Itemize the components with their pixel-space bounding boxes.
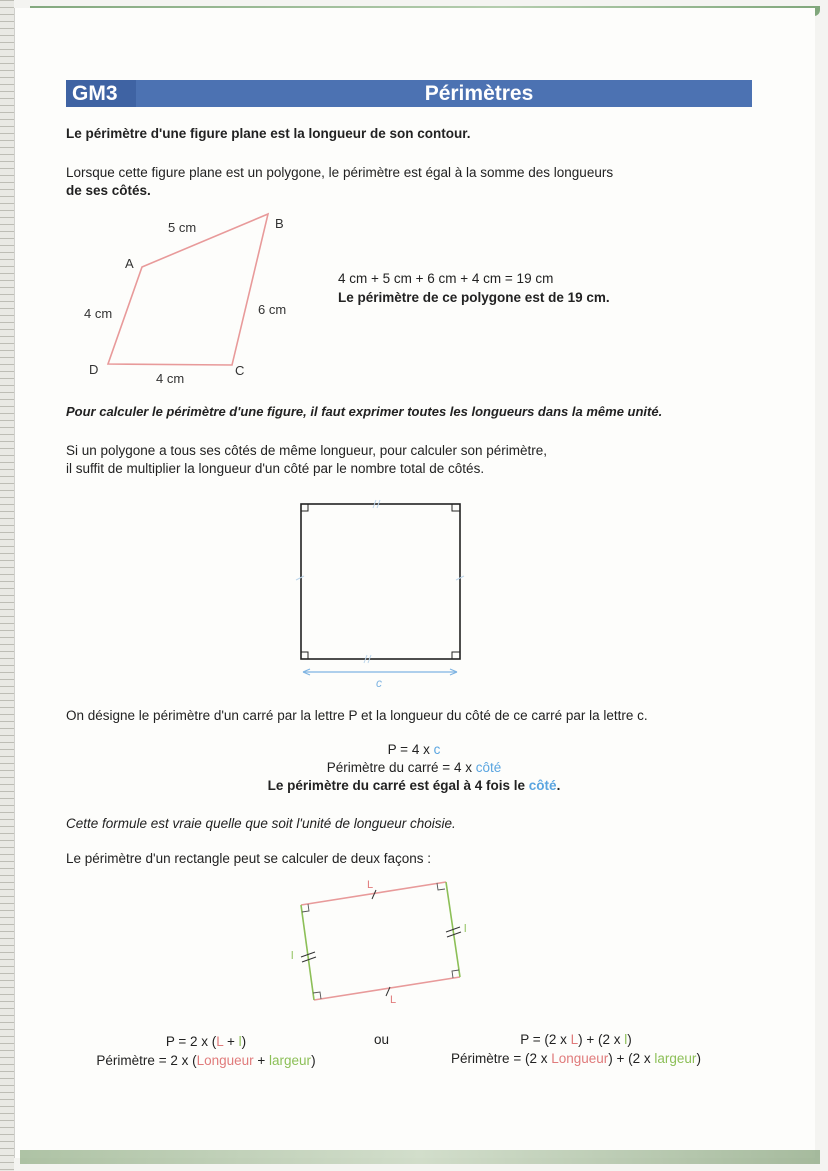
rfl2-a: Périmètre = 2 x ( — [96, 1053, 197, 1068]
rfr2-a: Périmètre = (2 x — [451, 1051, 552, 1066]
unit-note: Pour calculer le périmètre d'une figure, il faut exprimer toutes les longueurs dans la même unité. — [66, 404, 663, 419]
rfr1-L: L — [570, 1032, 579, 1047]
rect-side-top — [301, 882, 446, 905]
rfr1-close: ) — [627, 1032, 632, 1047]
vertex-c: C — [235, 363, 245, 378]
formula-1-var: c — [433, 742, 441, 757]
length-cd: 4 cm — [156, 371, 185, 386]
length-ab: 5 cm — [168, 220, 197, 235]
perimeter-sum: 4 cm + 5 cm + 6 cm + 4 cm = 19 cm — [338, 271, 554, 286]
rfr2-l: largeur — [654, 1051, 697, 1066]
polygon-text-line2: de ses côtés. — [66, 183, 151, 198]
rfl2-L: Longueur — [196, 1053, 254, 1068]
formula-3-end: . — [556, 778, 561, 793]
vertex-a: A — [125, 256, 134, 271]
rfl2-l: largeur — [269, 1053, 312, 1068]
square-definition: On désigne le périmètre d'un carré par la lettre P et la longueur du côté de ce carré par la lettre c. — [66, 708, 648, 723]
rfl1-l: l — [238, 1034, 242, 1049]
rect-formula-or: ou — [374, 1032, 390, 1047]
rfr1-l: l — [624, 1032, 628, 1047]
rect-side-left — [301, 905, 314, 1000]
polygon-text-line1: Lorsque cette figure plane est un polygone, le périmètre est égal à la somme des longueurs — [66, 165, 614, 180]
length-bc: 6 cm — [258, 302, 287, 317]
rfl1-plus: + — [223, 1034, 239, 1049]
regular-text-line1: Si un polygone a tous ses côtés de même longueur, pour calculer son périmètre, — [66, 443, 548, 458]
formula-3-text: Le périmètre du carré est égal à 4 fois le — [267, 778, 529, 793]
rectangle-intro: Le périmètre d'un rectangle peut se calculer de deux façons : — [66, 851, 432, 866]
rect-formula-right-1 — [416, 1030, 736, 1049]
rect-label-width-left: l — [291, 950, 294, 962]
perimeter-result: Le périmètre de ce polygone est de 19 cm. — [338, 290, 610, 305]
rect-label-length-top: L — [367, 879, 374, 891]
rect-formula-left-2 — [56, 1051, 356, 1070]
length-da: 4 cm — [84, 306, 113, 321]
formula-2-text: Périmètre du carré = 4 x — [326, 760, 476, 775]
formula-2-var: côté — [475, 760, 502, 775]
rect-formula-right-2 — [416, 1049, 736, 1068]
regular-text-line2: il suffit de multiplier la longueur d'un côté par le nombre total de côtés. — [66, 461, 485, 476]
rect-label-width-right: l — [464, 923, 467, 935]
rfl1-a: P = 2 x ( — [165, 1034, 217, 1049]
rfr2-close: ) — [696, 1051, 701, 1066]
rfl1-close: ) — [241, 1034, 247, 1049]
lesson-code: GM3 — [66, 80, 136, 107]
formula-3-var: côté — [528, 778, 557, 793]
page-title: Périmètres — [424, 82, 534, 105]
rfr1-mid: ) + (2 x — [578, 1032, 625, 1047]
formula-1-text: P = 4 x — [387, 742, 434, 757]
rfl2-plus: + — [253, 1053, 270, 1068]
rfl2-close: ) — [311, 1053, 316, 1068]
rect-side-bottom — [314, 977, 460, 1000]
rfl1-L: L — [216, 1034, 224, 1049]
rect-label-length-bottom: L — [390, 994, 397, 1006]
vertex-b: B — [275, 216, 284, 231]
definition-text: Le périmètre d'une figure plane est la longueur de son contour. — [66, 126, 471, 141]
formula-note: Cette formule est vraie quelle que soit l'unité de longueur choisie. — [66, 816, 456, 831]
side-label-c: c — [376, 676, 382, 690]
rfr2-mid: ) + (2 x — [608, 1051, 655, 1066]
rfr2-L: Longueur — [551, 1051, 609, 1066]
rfr1-a: P = (2 x — [520, 1032, 571, 1047]
vertex-d: D — [89, 362, 99, 377]
rect-formula-left-1 — [56, 1032, 356, 1051]
